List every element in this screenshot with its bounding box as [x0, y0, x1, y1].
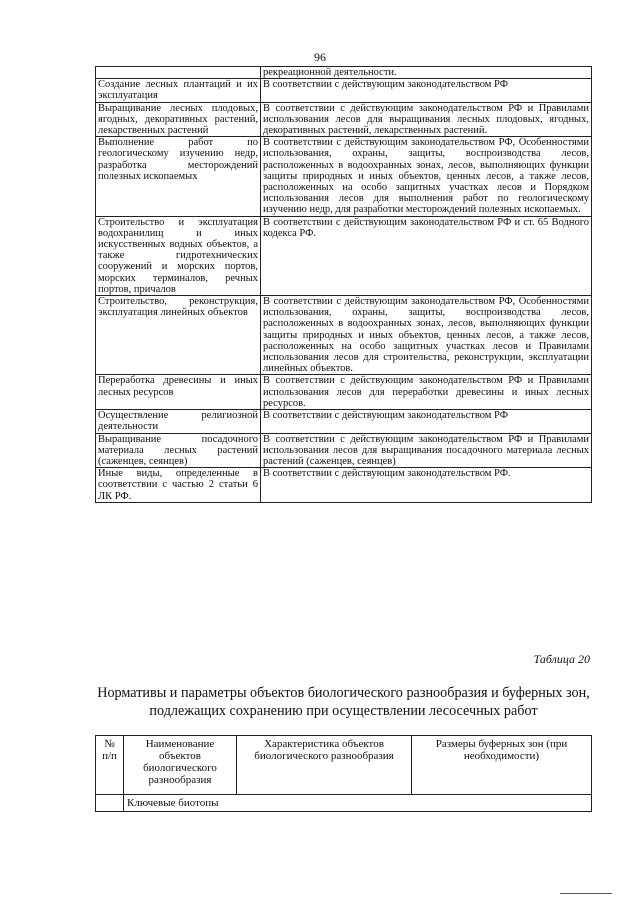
header-number: № п/п	[96, 736, 124, 795]
activity-cell: Иные виды, определенные в соответствии с частью 2 статьи 6 ЛК РФ.	[96, 468, 261, 503]
table-row	[96, 67, 592, 79]
table-row	[96, 216, 592, 295]
description-cell: В соответствии с действующим законодательством РФ.	[261, 468, 592, 503]
section-row-label: Ключевые биотопы	[124, 795, 592, 812]
description-cell: В соответствии с действующим законодательством РФ, Особенностями использования, охраны, защиты, воспроизводства лесов, расположенных в водоохранных зонах, лесов, выполняющих функции защиты природных и иных объектов, ценных лесов, а также лесов, расположенных на особо защитных участках лесов и Порядком использования лесов для выполнения работ по геологическому изучению недр, для разработки месторождений полезных ископаемых.	[261, 137, 592, 216]
activity-cell: Переработка древесины и иных лесных ресурсов	[96, 375, 261, 410]
table-row	[96, 795, 592, 812]
table-row	[96, 296, 592, 375]
biodiversity-table	[95, 735, 592, 812]
activity-cell: Осуществление религиозной деятельности	[96, 410, 261, 433]
description-cell: В соответствии с действующим законодательством РФ и Правилами использования лесов для выращивания посадочного материала лесных растений (саженцев, сеянцев)	[261, 433, 592, 468]
table-header-row	[96, 736, 592, 795]
section-heading: Нормативы и параметры объектов биологического разнообразия и буферных зон, подлежащих сохранению при осуществлении лесосечных работ	[97, 685, 590, 719]
footer-mark	[560, 893, 612, 894]
activity-cell: Строительство, реконструкция, эксплуатация линейных объектов	[96, 296, 261, 375]
table-row	[96, 102, 592, 137]
description-cell: В соответствии с действующим законодательством РФ	[261, 410, 592, 433]
activity-cell: Выращивание посадочного материала лесных растений (саженцев, сеянцев)	[96, 433, 261, 468]
description-cell: В соответствии с действующим законодательством РФ и ст. 65 Водного кодекса РФ.	[261, 216, 592, 295]
description-cell: В соответствии с действующим законодательством РФ и Правилами использования лесов для переработки древесины и иных лесных ресурсов.	[261, 375, 592, 410]
land-use-table	[95, 66, 592, 503]
table-row	[96, 79, 592, 102]
table-row	[96, 375, 592, 410]
row-number-cell	[96, 795, 124, 812]
activity-cell: Выращивание лесных плодовых, ягодных, декоративных растений, лекарственных растений	[96, 102, 261, 137]
page-number: 96	[314, 50, 326, 64]
table-row	[96, 468, 592, 503]
description-cell: В соответствии с действующим законодательством РФ, Особенностями использования, охраны, защиты, воспроизводства лесов, расположенных в водоохранных зонах, лесов, выполняющих функции защиты природных и иных объектов, ценных лесов, а также лесов, расположенных на особо защитных участках лесов и Правилами использования лесов для строительства, реконструкции, эксплуатации линейных объектов.	[261, 296, 592, 375]
activity-cell: Строительство и эксплуатация водохранилищ и иных искусственных водных объектов, а также гидротехнических сооружений и морских портов, морских терминалов, речных портов, причалов	[96, 216, 261, 295]
description-cell: рекреационной деятельности.	[261, 67, 592, 79]
header-characteristic: Характеристика объектов биологического разнообразия	[237, 736, 412, 795]
table-row	[96, 410, 592, 433]
description-cell: В соответствии с действующим законодательством РФ и Правилами использования лесов для выращивания лесных плодовых, ягодных, декоративных растений, лекарственных растений.	[261, 102, 592, 137]
table-caption: Таблица 20	[533, 652, 590, 666]
activity-cell	[96, 67, 261, 79]
header-object-name: Наименование объектов биологического разнообразия	[124, 736, 237, 795]
table-row	[96, 137, 592, 216]
description-cell: В соответствии с действующим законодательством РФ	[261, 79, 592, 102]
activity-cell: Выполнение работ по геологическому изучению недр, разработка месторождений полезных ископаемых	[96, 137, 261, 216]
table-row	[96, 433, 592, 468]
header-buffer-size: Размеры буферных зон (при необходимости)	[412, 736, 592, 795]
activity-cell: Создание лесных плантаций и их эксплуатация	[96, 79, 261, 102]
